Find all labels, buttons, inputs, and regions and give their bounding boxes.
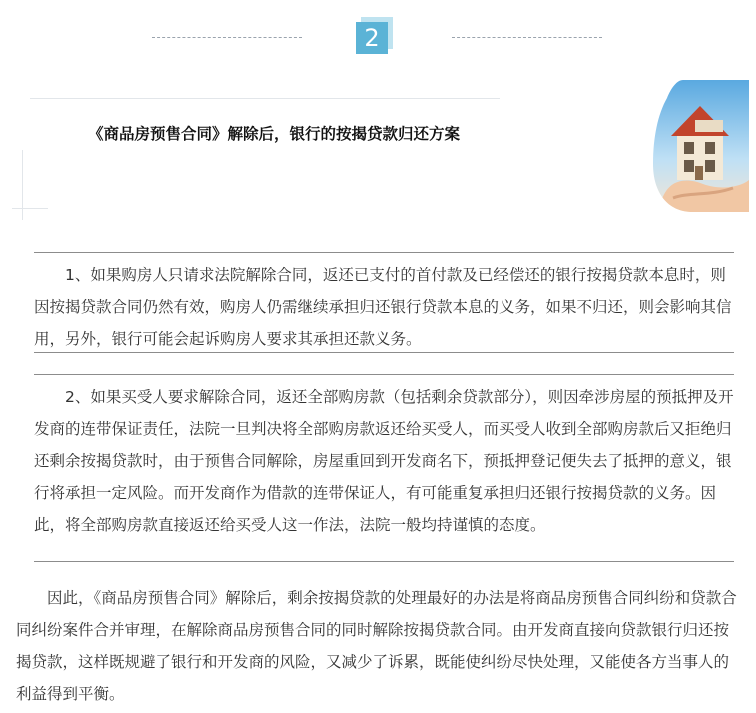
header-divider-left: [152, 37, 302, 38]
paragraph-conclusion: 因此，《商品房预售合同》解除后，剩余按揭贷款的处理最好的办法是将商品房预售合同纠纷和贷款合同纠纷案件合并审理，在解除商品房预售合同的同时解除按揭贷款合同。由开发商直接向贷款银行归还按揭贷款，这样既规避了银行和开发商的风险，又减少了诉累，既能使纠纷尽快处理，又能使各方当事人的利益得到平衡。: [16, 589, 737, 703]
section-number-badge: [356, 22, 390, 56]
paragraph-card-2: [34, 374, 734, 562]
header-divider-right: [452, 37, 602, 38]
title-top-rule: [30, 98, 500, 99]
house-in-hand-icon: [653, 80, 749, 212]
section-number: 2: [356, 22, 388, 54]
paragraph-1: 1、如果购房人只请求法院解除合同，返还已支付的首付款及已经偿还的银行按揭贷款本息时，则因按揭贷款合同仍然有效，购房人仍需继续承担归还银行贷款本息的义务，如果不归还，则会影响其信用，另外，银行可能会起诉购房人要求其承担还款义务。: [34, 266, 732, 348]
paragraph-2: 2、如果买受人要求解除合同，返还全部购房款（包括剩余贷款部分），则因牵涉房屋的预抵押及开发商的连带保证责任，法院一旦判决将全部购房款返还给买受人，而买受人收到全部购房款后又拒绝归还剩余按揭贷款时，由于预售合同解除，房屋重回到开发商名下，预抵押登记便失去了抵押的意义，银行将承担一定风险。而开发商作为借款的连带保证人，有可能重复承担归还银行按揭贷款的义务。因此，将全部购房款直接返还给买受人这一作法，法院一般均持谨慎的态度。: [34, 388, 734, 534]
paragraph-card-1: [34, 252, 734, 353]
page-title: 《商品房预售合同》解除后，银行的按揭贷款归还方案: [88, 125, 461, 143]
corner-decoration-horizontal: [12, 208, 48, 209]
corner-decoration-vertical: [22, 150, 23, 220]
